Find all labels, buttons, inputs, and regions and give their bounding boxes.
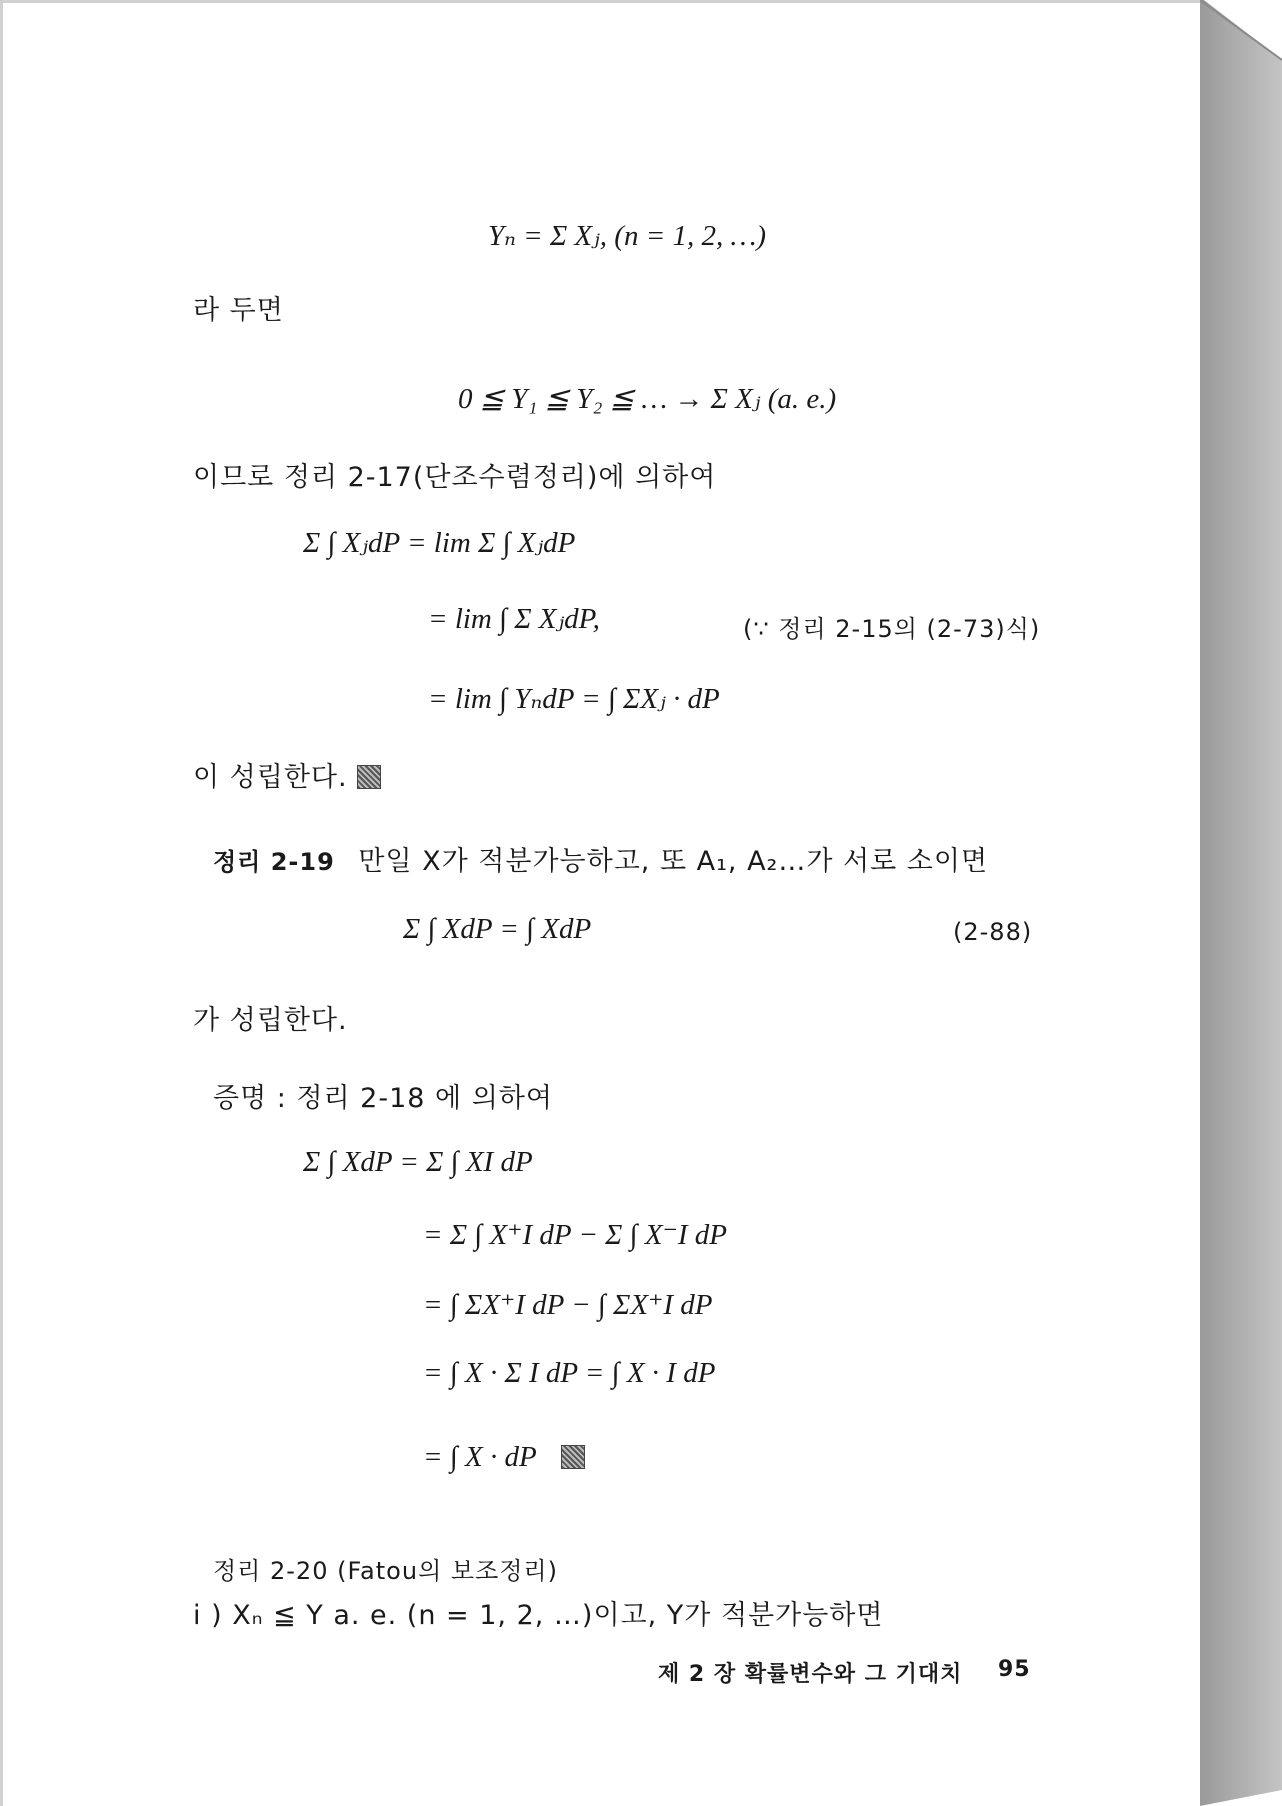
footer-chapter: 제 2 장 확률변수와 그 기대치 — [658, 1662, 963, 1687]
text-by-theorem-2-17: 이므로 정리 2-17(단조수렴정리)에 의하여 — [193, 462, 717, 493]
equation-proof-step-5-text: = ∫ X · dP — [423, 1441, 537, 1473]
text-holds-label: 이 성립한다. — [193, 762, 348, 793]
equation-lim-integral-yn: = lim ∫ YₙdP = ∫ ΣXⱼ · dP — [428, 683, 720, 715]
theorem-2-19-label: 정리 2-19 — [213, 848, 335, 876]
equation-proof-step-5 — [423, 1441, 585, 1474]
equation-2-88: Σ ∫ XdP = ∫ XdP — [403, 913, 592, 945]
book-edge — [1200, 0, 1282, 1806]
text-la-dumyeon: 라 두면 — [193, 295, 284, 326]
theorem-2-19 — [213, 839, 988, 878]
equation-number-2-88: (2-88) — [953, 918, 1033, 946]
equation-proof-step-2: = Σ ∫ X⁺I dP − Σ ∫ X⁻I dP — [423, 1219, 728, 1251]
equation-monotone-sequence: 0 ≦ Y₁ ≦ Y₂ ≦ … → Σ Xⱼ (a. e.) — [458, 383, 837, 415]
qed-square-icon-2 — [561, 1445, 585, 1469]
qed-square-icon — [357, 765, 381, 789]
equation-lim-integral-sum: = lim ∫ Σ XⱼdP, — [428, 603, 600, 635]
note-theorem-2-15: (∵ 정리 2-15의 (2-73)식) — [743, 615, 1041, 643]
proof-heading: 증명 : 정리 2-18 에 의하여 — [213, 1083, 553, 1114]
equation-proof-step-4: = ∫ X · Σ I dP = ∫ X · I dP — [423, 1357, 716, 1389]
text-holds-2: 가 성립한다. — [193, 1005, 348, 1036]
equation-proof-step-1: Σ ∫ XdP = Σ ∫ XI dP — [303, 1146, 533, 1178]
text-holds — [193, 755, 381, 794]
theorem-2-19-statement: 만일 X가 적분가능하고, 또 A₁, A₂…가 서로 소이면 — [358, 846, 989, 877]
equation-sum-integral-limit: Σ ∫ XⱼdP = lim Σ ∫ XⱼdP — [303, 527, 576, 559]
theorem-2-20-heading: 정리 2-20 (Fatou의 보조정리) — [213, 1557, 558, 1585]
theorem-2-20-item-i: i ) Xₙ ≦ Y a. e. (n = 1, 2, …)이고, Y가 적분가능하면 — [193, 1600, 884, 1631]
page-number: 95 — [998, 1657, 1031, 1682]
equation-proof-step-3: = ∫ ΣX⁺I dP − ∫ ΣX⁺I dP — [423, 1289, 713, 1321]
equation-yn-definition: Yₙ = Σ Xⱼ, (n = 1, 2, …) — [488, 220, 766, 252]
